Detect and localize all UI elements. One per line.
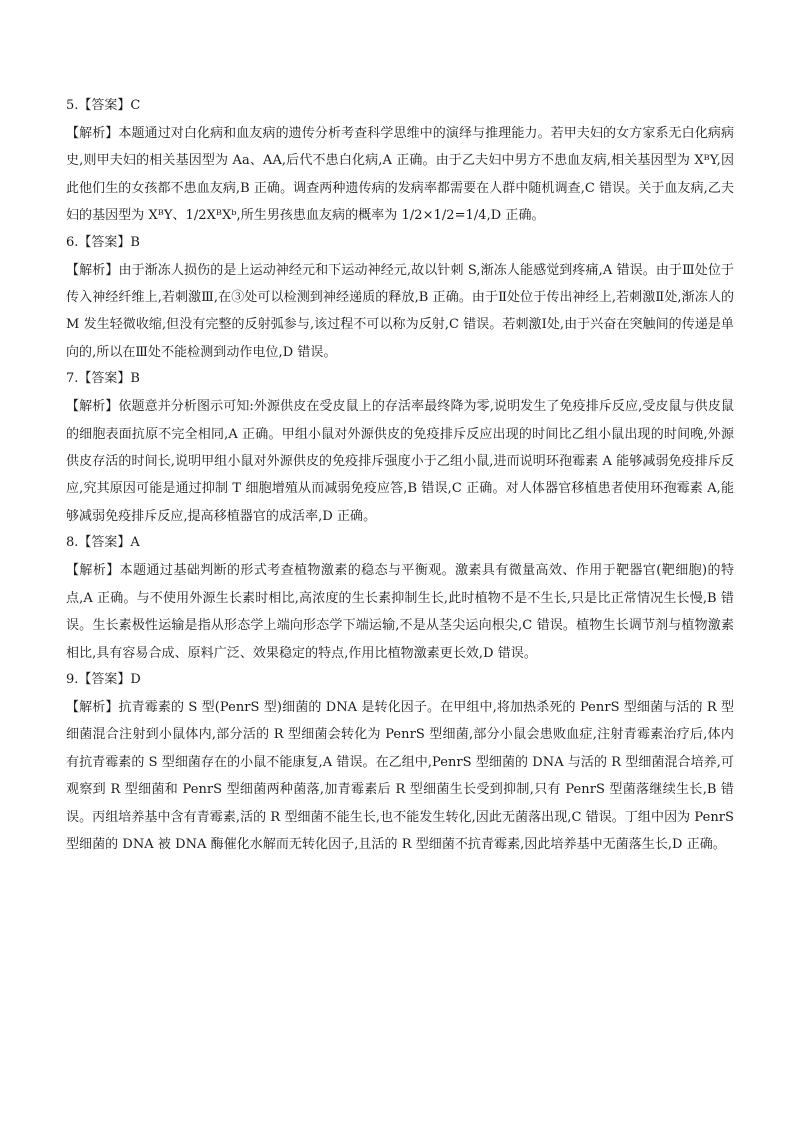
answer-line: 9.【答案】D	[66, 671, 141, 687]
answer-line: 5.【答案】C	[66, 98, 141, 113]
question-7	[66, 369, 734, 530]
question-8	[66, 533, 734, 667]
question-6	[66, 233, 734, 367]
answer-document	[66, 96, 734, 861]
analysis-paragraph: 【解析】抗青霉素的 S 型(PenrS 型)细菌的 DNA 是转化因子。在甲组中,将加热杀死的 PenrS 型细菌与活的 R 型细菌混合注射到小鼠体内,部分活的 R 型细菌会转化为 PenrS 型细菌,部分小鼠会患败血症,注射青霉素治疗后,体内有抗青霉素的 S 型细菌存在的小鼠不能康复,A 错误。在乙组中,PenrS 型细菌的 DNA 与活的 R 型细菌混合培养,可观察到 R 型细菌和 PenrS 型细菌两种菌落,加青霉素后 R 型细菌生长受到抑制,只有 PenrS 型菌落继续生长,B 错误。丙组培养基中含有青霉素,活的 R 型细菌不能生长,也不能发生转化,因此无菌落出现,C 错误。丁组中因为 PenrS 型细菌的 DNA 被 DNA 酶催化水解而无转化因子,且活的 R 型细菌不抗青霉素,因此培养基中无菌落生长,D 正确。	[66, 699, 734, 852]
analysis-paragraph: 【解析】本题通过基础判断的形式考查植物激素的稳态与平衡观。激素具有微量高效、作用于靶器官(靶细胞)的特点,A 正确。与不使用外源生长素时相比,高浓度的生长素抑制生长,此时植物不是不生长,只是比正常情况生长慢,B 错误。生长素极性运输是指从形态学上端向形态学下端运输,不是从茎尖运向根尖,C 错误。植物生长调节剂与植物激素相比,具有容易合成、原料广泛、效果稳定的特点,作用比植物激素更长效,D 错误。	[66, 563, 734, 661]
analysis-paragraph: 【解析】本题通过对白化病和血友病的遗传分析考查科学思维中的演绎与推理能力。若甲夫妇的女方家系无白化病病史,则甲夫妇的相关基因型为 Aa、AA,后代不患白化病,A 正确。由于乙夫妇中男方不患血友病,相关基因型为 XᴮY,因此他们生的女孩都不患血友病,B 正确。调查两种遗传病的发病率都需要在人群中随机调查,C 错误。关于血友病,乙夫妇的基因型为 XᴮY、1/2XᴮXᵇ,所生男孩患血友病的概率为 1/2×1/2=1/4,D 正确。	[66, 126, 734, 224]
answer-line: 7.【答案】B	[66, 371, 140, 387]
question-5	[66, 96, 734, 230]
answer-line: 6.【答案】B	[66, 234, 140, 250]
question-9	[66, 670, 734, 858]
answer-line: 8.【答案】A	[66, 535, 140, 551]
analysis-paragraph: 【解析】由于渐冻人损伤的是上运动神经元和下运动神经元,故以针刺 S,渐冻人能感觉到疼痛,A 错误。由于Ⅲ处位于传入神经纤维上,若刺激Ⅲ,在③处可以检测到神经递质的释放,B 正确。由于Ⅱ处位于传出神经上,若刺激Ⅱ处,渐冻人的 M 发生轻微收缩,但没有完整的反射弧参与,该过程不可以称为反射,C 错误。若刺激Ⅰ处,由于兴奋在突触间的传递是单向的,所以在Ⅲ处不能检测到动作电位,D 错误。	[66, 262, 734, 360]
analysis-paragraph: 【解析】依题意并分析图示可知:外源供皮在受皮鼠上的存活率最终降为零,说明发生了免疫排斥反应,受皮鼠与供皮鼠的细胞表面抗原不完全相同,A 正确。甲组小鼠对外源供皮的免疫排斥反应出现的时间比乙组小鼠出现的时间晚,外源供皮存活的时间长,说明甲组小鼠对外源供皮的免疫排斥强度小于乙组小鼠,进而说明环孢霉素 A 能够减弱免疫排斥反应,究其原因可能是通过抑制 T 细胞增殖从而减弱免疫应答,B 错误,C 正确。对人体器官移植患者使用环孢霉素 A,能够减弱免疫排斥反应,提高移植器官的成活率,D 正确。	[66, 399, 734, 524]
